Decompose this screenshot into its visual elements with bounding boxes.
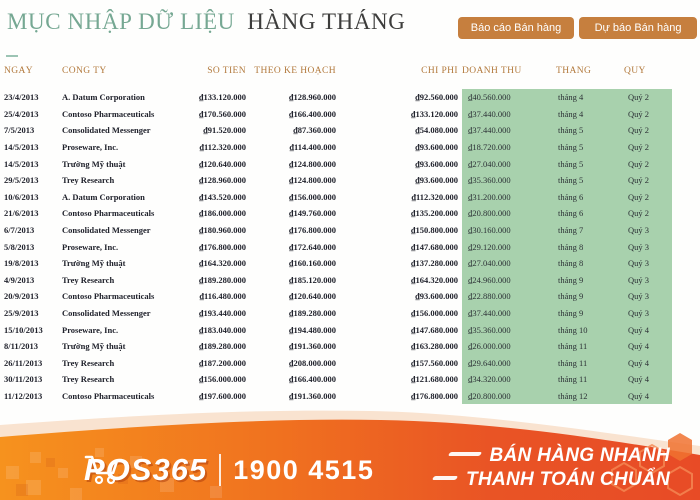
cell-cost[interactable]: ₫163.280.000 <box>411 341 458 352</box>
cell-quarter[interactable]: Quý 3 <box>624 305 672 322</box>
cell-company[interactable]: Trường Mỹ thuật <box>62 341 126 352</box>
cell-company[interactable]: Contoso Pharmaceuticals <box>62 208 155 219</box>
cell-planned[interactable]: ₫124.800.000 <box>289 158 336 169</box>
cell-quarter[interactable]: Quý 2 <box>624 139 672 156</box>
cell-company[interactable]: Trey Research <box>62 274 115 285</box>
cell-planned[interactable]: ₫120.640.000 <box>289 291 336 302</box>
cell-month[interactable]: tháng 5 <box>556 155 624 172</box>
slogan <box>433 444 670 492</box>
cell-company[interactable]: Trey Research <box>62 175 115 186</box>
cell-company[interactable]: Consolidated Messenger <box>62 308 151 319</box>
cell-company[interactable]: Proseware, Inc. <box>62 142 119 153</box>
column-header-planned: THEO KẾ HOẠCH <box>254 66 336 76</box>
cell-month[interactable]: tháng 10 <box>556 321 624 338</box>
cell-date[interactable]: 6/7/2013 <box>4 225 35 236</box>
cell-planned[interactable]: ₫176.800.000 <box>289 225 336 236</box>
slogan-text-1: BÁN HÀNG NHANH <box>489 445 670 466</box>
cell-planned[interactable]: ₫156.000.000 <box>289 191 336 202</box>
sales-report-button[interactable]: Báo cáo Bán hàng <box>458 17 574 39</box>
cell-cost[interactable]: ₫54.080.000 <box>415 125 458 136</box>
cell-cost[interactable]: ₫135.200.000 <box>411 208 458 219</box>
footer-banner <box>0 408 700 500</box>
header-row <box>4 66 672 89</box>
cell-revenue[interactable]: ₫35.360.000 <box>462 321 556 338</box>
cell-month[interactable]: tháng 5 <box>556 122 624 139</box>
cell-cost[interactable]: ₫93.600.000 <box>415 158 458 169</box>
cell-month[interactable]: tháng 12 <box>556 388 624 405</box>
cell-planned[interactable]: ₫124.800.000 <box>289 175 336 186</box>
column-header-month: THÁNG <box>556 66 592 76</box>
cell-amount[interactable]: ₫197.600.000 <box>199 390 246 401</box>
cell-quarter[interactable]: Quý 3 <box>624 272 672 289</box>
cell-quarter[interactable]: Quý 3 <box>624 288 672 305</box>
cell-date[interactable]: 19/8/2013 <box>4 258 39 269</box>
cell-revenue[interactable]: ₫37.440.000 <box>462 305 556 322</box>
cell-planned[interactable]: ₫191.360.000 <box>289 341 336 352</box>
cell-planned[interactable]: ₫172.640.000 <box>289 241 336 252</box>
cell-revenue[interactable]: ₫37.440.000 <box>462 106 556 123</box>
cell-date[interactable]: 25/4/2013 <box>4 108 39 119</box>
cell-quarter[interactable]: Quý 4 <box>624 355 672 372</box>
cell-revenue[interactable]: ₫26.000.000 <box>462 338 556 355</box>
table-row <box>4 388 672 405</box>
cell-quarter[interactable]: Quý 2 <box>624 205 672 222</box>
cell-date[interactable]: 11/12/2013 <box>4 390 43 401</box>
slogan-line-2 <box>433 468 670 492</box>
cell-cost[interactable]: ₫157.560.000 <box>411 357 458 368</box>
cell-revenue[interactable]: ₫29.120.000 <box>462 238 556 255</box>
cell-quarter[interactable]: Quý 2 <box>624 89 672 106</box>
table-row <box>4 122 672 139</box>
slogan-text-2: THANH TOÁN CHUẨN <box>466 469 670 490</box>
cell-planned[interactable]: ₫166.400.000 <box>289 108 336 119</box>
table-row <box>4 272 672 289</box>
cell-company[interactable]: Trường Mỹ thuật <box>62 258 126 269</box>
cell-cost[interactable]: ₫93.600.000 <box>415 175 458 186</box>
cell-amount[interactable]: ₫189.280.000 <box>199 274 246 285</box>
cell-month[interactable]: tháng 8 <box>556 238 624 255</box>
table-row <box>4 355 672 372</box>
table-row <box>4 371 672 388</box>
cell-amount[interactable]: ₫133.120.000 <box>199 92 246 103</box>
column-header-amount: SỐ TIỀN <box>207 66 246 76</box>
cell-company[interactable]: A. Datum Corporation <box>62 92 145 103</box>
cell-cost[interactable]: ₫133.120.000 <box>411 108 458 119</box>
cell-revenue[interactable]: ₫18.720.000 <box>462 139 556 156</box>
brand-logo-text: POS365 <box>84 452 208 487</box>
cell-quarter[interactable]: Quý 4 <box>624 388 672 405</box>
cell-company[interactable]: Proseware, Inc. <box>62 241 119 252</box>
column-header-company: CÔNG TY <box>62 66 107 76</box>
sales-forecast-button[interactable]: Dự báo Bán hàng <box>579 17 697 39</box>
column-header-cost: CHI PHÍ <box>421 66 458 76</box>
cell-amount[interactable]: ₫156.000.000 <box>199 374 246 385</box>
cell-revenue[interactable]: ₫37.440.000 <box>462 122 556 139</box>
table-row <box>4 189 672 206</box>
cell-date[interactable]: 29/5/2013 <box>4 175 39 186</box>
cell-date[interactable]: 23/4/2013 <box>4 92 39 103</box>
cell-company[interactable]: Consolidated Messenger <box>62 125 151 136</box>
cell-date[interactable]: 14/5/2013 <box>4 142 39 153</box>
slogan-line-1 <box>433 444 670 468</box>
brand-divider <box>219 454 221 486</box>
cell-amount[interactable]: ₫164.320.000 <box>199 258 246 269</box>
cell-cost[interactable]: ₫150.800.000 <box>411 225 458 236</box>
column-header-quarter: QUÝ <box>624 66 646 76</box>
cell-month[interactable]: tháng 6 <box>556 189 624 206</box>
cell-cost[interactable]: ₫176.800.000 <box>411 390 458 401</box>
cell-cost[interactable]: ₫112.320.000 <box>411 191 458 202</box>
cell-quarter[interactable]: Quý 2 <box>624 189 672 206</box>
cell-cost[interactable]: ₫147.680.000 <box>411 241 458 252</box>
table-row <box>4 288 672 305</box>
table-row <box>4 155 672 172</box>
cell-month[interactable]: tháng 6 <box>556 205 624 222</box>
cell-amount[interactable]: ₫120.640.000 <box>199 158 246 169</box>
cell-planned[interactable]: ₫87.360.000 <box>293 125 336 136</box>
cell-quarter[interactable]: Quý 4 <box>624 321 672 338</box>
cell-amount[interactable]: ₫91.520.000 <box>203 125 246 136</box>
cell-planned[interactable]: ₫194.480.000 <box>289 324 336 335</box>
cell-amount[interactable]: ₫128.960.000 <box>199 175 246 186</box>
cell-date[interactable]: 7/5/2013 <box>4 125 35 136</box>
cell-quarter[interactable]: Quý 3 <box>624 255 672 272</box>
cell-amount[interactable]: ₫176.800.000 <box>199 241 246 252</box>
page-title-rest: HÀNG THÁNG <box>247 9 406 34</box>
cell-quarter[interactable]: Quý 2 <box>624 106 672 123</box>
cell-month[interactable]: tháng 7 <box>556 222 624 239</box>
cell-date[interactable]: 30/11/2013 <box>4 374 43 385</box>
cell-amount[interactable]: ₫193.440.000 <box>199 308 246 319</box>
cell-amount[interactable]: ₫170.560.000 <box>199 108 246 119</box>
cell-month[interactable]: tháng 4 <box>556 89 624 106</box>
cell-quarter[interactable]: Quý 2 <box>624 172 672 189</box>
monthly-data-table <box>4 66 672 404</box>
cell-revenue[interactable]: ₫31.200.000 <box>462 189 556 206</box>
brand-lockup <box>84 452 374 488</box>
cell-cost[interactable]: ₫93.600.000 <box>415 291 458 302</box>
cell-revenue[interactable]: ₫30.160.000 <box>462 222 556 239</box>
cell-quarter[interactable]: Quý 4 <box>624 371 672 388</box>
cell-revenue[interactable]: ₫35.360.000 <box>462 172 556 189</box>
table-row <box>4 106 672 123</box>
cell-date[interactable]: 15/10/2013 <box>4 324 43 335</box>
hotline-number: 1900 4515 <box>233 454 375 485</box>
cell-date[interactable]: 14/5/2013 <box>4 158 39 169</box>
cell-date[interactable]: 26/11/2013 <box>4 357 43 368</box>
cell-company[interactable]: Trey Research <box>62 357 115 368</box>
cell-planned[interactable]: ₫191.360.000 <box>289 390 336 401</box>
cell-planned[interactable]: ₫149.760.000 <box>289 208 336 219</box>
table-row <box>4 205 672 222</box>
cell-revenue[interactable]: ₫27.040.000 <box>462 255 556 272</box>
cell-quarter[interactable]: Quý 2 <box>624 155 672 172</box>
cell-date[interactable]: 8/11/2013 <box>4 341 39 352</box>
cell-date[interactable]: 5/8/2013 <box>4 241 35 252</box>
cell-cost[interactable]: ₫156.000.000 <box>411 308 458 319</box>
cell-month[interactable]: tháng 8 <box>556 255 624 272</box>
cell-cost[interactable]: ₫164.320.000 <box>411 274 458 285</box>
table-row <box>4 255 672 272</box>
cell-amount[interactable]: ₫183.040.000 <box>199 324 246 335</box>
table-row <box>4 89 672 106</box>
cell-planned[interactable]: ₫189.280.000 <box>289 308 336 319</box>
cell-planned[interactable]: ₫208.000.000 <box>289 357 336 368</box>
table-row <box>4 139 672 156</box>
cell-planned[interactable]: ₫185.120.000 <box>289 274 336 285</box>
cell-month[interactable]: tháng 5 <box>556 139 624 156</box>
shopping-cart-icon <box>84 452 120 486</box>
cell-cost[interactable]: ₫121.680.000 <box>411 374 458 385</box>
page-title <box>7 9 405 35</box>
cell-quarter[interactable]: Quý 2 <box>624 122 672 139</box>
cell-quarter[interactable]: Quý 3 <box>624 238 672 255</box>
speed-streak <box>432 476 458 480</box>
cell-month[interactable]: tháng 9 <box>556 272 624 289</box>
table-body <box>4 89 672 404</box>
cell-amount[interactable]: ₫116.480.000 <box>199 291 246 302</box>
cell-revenue[interactable]: ₫27.040.000 <box>462 155 556 172</box>
cell-month[interactable]: tháng 9 <box>556 288 624 305</box>
cell-revenue[interactable]: ₫34.320.000 <box>462 371 556 388</box>
cell-revenue[interactable]: ₫22.880.000 <box>462 288 556 305</box>
cell-month[interactable]: tháng 5 <box>556 172 624 189</box>
cell-quarter[interactable]: Quý 3 <box>624 222 672 239</box>
cell-planned[interactable]: ₫114.400.000 <box>289 142 336 153</box>
table-row <box>4 222 672 239</box>
cell-quarter[interactable]: Quý 4 <box>624 338 672 355</box>
page-title-accent: MỤC NHẬP DỮ LIỆU <box>7 9 235 34</box>
table-row <box>4 321 672 338</box>
cell-month[interactable]: tháng 11 <box>556 338 624 355</box>
table-row <box>4 305 672 322</box>
cell-company[interactable]: Contoso Pharmaceuticals <box>62 291 155 302</box>
column-header-date: NGÀY <box>4 66 34 76</box>
cell-amount[interactable]: ₫112.320.000 <box>199 142 246 153</box>
cell-date[interactable]: 4/9/2013 <box>4 274 35 285</box>
cell-date[interactable]: 10/6/2013 <box>4 191 39 202</box>
speed-streak <box>447 452 481 456</box>
cell-amount[interactable]: ₫180.960.000 <box>199 225 246 236</box>
cell-cost[interactable]: ₫93.600.000 <box>415 142 458 153</box>
cell-company[interactable]: Contoso Pharmaceuticals <box>62 108 155 119</box>
cell-cost[interactable]: ₫147.680.000 <box>411 324 458 335</box>
table-row <box>4 238 672 255</box>
cell-month[interactable]: tháng 9 <box>556 305 624 322</box>
cell-company[interactable]: Consolidated Messenger <box>62 225 151 236</box>
cell-revenue[interactable]: ₫20.800.000 <box>462 205 556 222</box>
cell-cost[interactable]: ₫137.280.000 <box>411 258 458 269</box>
column-header-revenue: DOANH THU <box>462 66 522 76</box>
cell-amount[interactable]: ₫189.280.000 <box>199 341 246 352</box>
cell-amount[interactable]: ₫143.520.000 <box>199 191 246 202</box>
cell-revenue[interactable]: ₫29.640.000 <box>462 355 556 372</box>
cell-company[interactable]: A. Datum Corporation <box>62 191 145 202</box>
cell-revenue[interactable]: ₫40.560.000 <box>462 89 556 106</box>
cell-amount[interactable]: ₫187.200.000 <box>199 357 246 368</box>
cell-date[interactable]: 25/9/2013 <box>4 308 39 319</box>
cell-planned[interactable]: ₫160.160.000 <box>289 258 336 269</box>
cell-company[interactable]: Proseware, Inc. <box>62 324 119 335</box>
cell-month[interactable]: tháng 4 <box>556 106 624 123</box>
cell-date[interactable]: 20/9/2013 <box>4 291 39 302</box>
table-row <box>4 338 672 355</box>
cell-company[interactable]: Contoso Pharmaceuticals <box>62 390 155 401</box>
title-underline-mark <box>6 55 18 57</box>
cell-company[interactable]: Trường Mỹ thuật <box>62 158 126 169</box>
cell-month[interactable]: tháng 11 <box>556 371 624 388</box>
cell-cost[interactable]: ₫92.560.000 <box>415 92 458 103</box>
table-row <box>4 172 672 189</box>
cell-revenue[interactable]: ₫20.800.000 <box>462 388 556 405</box>
cell-month[interactable]: tháng 11 <box>556 355 624 372</box>
cell-amount[interactable]: ₫186.000.000 <box>199 208 246 219</box>
cell-planned[interactable]: ₫128.960.000 <box>289 92 336 103</box>
cell-company[interactable]: Trey Research <box>62 374 115 385</box>
cell-revenue[interactable]: ₫24.960.000 <box>462 272 556 289</box>
cell-planned[interactable]: ₫166.400.000 <box>289 374 336 385</box>
cell-date[interactable]: 21/6/2013 <box>4 208 39 219</box>
